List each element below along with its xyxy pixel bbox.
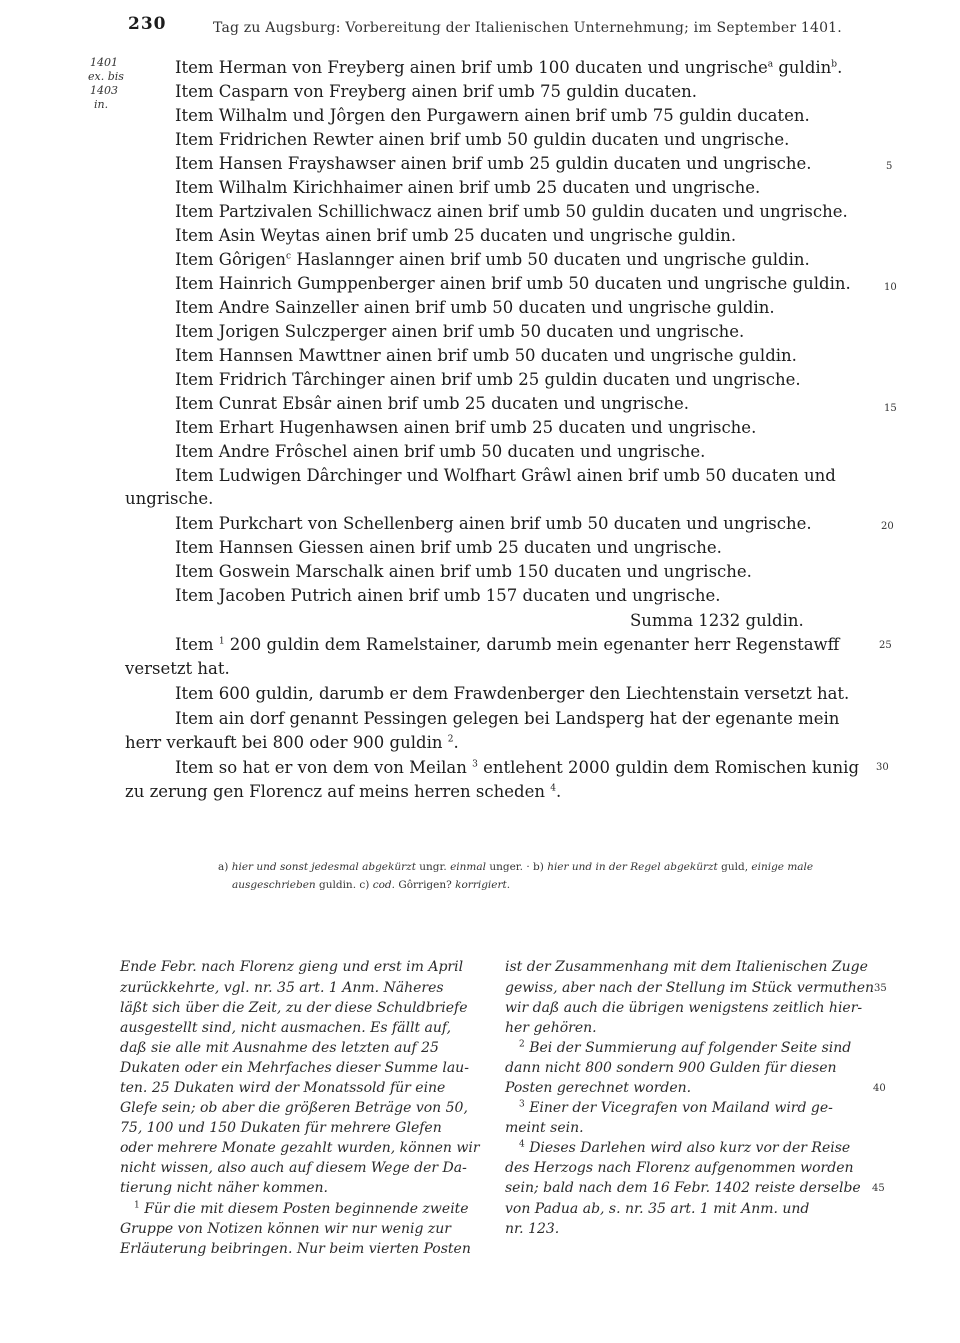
entry-line: Item Andre Frôschel ainen brif umb 50 ducaten und ungrische. [175, 442, 706, 461]
entry-text: Haslannger ainen brif umb 50 ducaten und ungrische guldin. [296, 250, 810, 269]
entry-line: Item Ludwigen Dârchinger und Wolfhart Grâwl ainen brif umb 50 ducaten und [175, 466, 836, 485]
entry-text: Item Gôrigen [175, 250, 287, 269]
note-line: sein; bald nach dem 16 Febr. 1402 reiste derselbe [505, 1180, 861, 1196]
line-number: 5 [886, 161, 893, 172]
note-number: 4 [519, 1139, 525, 1150]
entry-line: Item Fridrich Târchinger ainen brif umb 25 guldin ducaten und ungrische. [175, 370, 801, 389]
paragraph-text: 200 guldin dem Ramelstainer, darumb mein egenanter herr Regenstawff [229, 635, 840, 654]
entry-line: Item Asin Weytas ainen brif umb 25 ducaten und ungrische guldin. [175, 226, 737, 245]
paragraph-text: . [555, 782, 562, 801]
entry-line: Item Wilhalm und Jôrgen den Purgawern ainen brif umb 75 guldin ducaten. [175, 106, 810, 125]
margin-date-line: in. [94, 98, 109, 111]
note-number: 3 [519, 1099, 525, 1110]
entry-text: . [837, 58, 843, 77]
note-line: Dukaten oder ein Mehrfaches dieser Summe lau- [120, 1060, 469, 1076]
note-line: nicht wissen, also auch auf diesem Wege der Da- [120, 1160, 467, 1176]
note-line: Ende Febr. nach Florenz gieng und erst im April [120, 959, 464, 975]
note-line: Gruppe von Notizen können wir nur wenig zur [120, 1221, 452, 1237]
textual-note-line: a) hier und sonst jedesmal abgekürzt ungr. einmal unger. · b) hier und in der Regel abgekürzt guld, einige male [218, 861, 814, 873]
note-line: wir daß auch die übrigen wenigstens zeitlich hier- [505, 1000, 863, 1016]
paragraph-text: . [453, 733, 459, 752]
note-line: Posten gerechnet worden. [505, 1080, 692, 1096]
entry-line: Item Fridrichen Rewter ainen brif umb 50 guldin ducaten und ungrische. [175, 130, 790, 149]
entry-line: Item Wilhalm Kirichhaimer ainen brif umb 25 ducaten und ungrische. [175, 178, 761, 197]
entry-line: Item Casparn von Freyberg ainen brif umb 75 guldin ducaten. [175, 82, 697, 101]
note-line: $^2$ Bei der Summierung auf folgender Seite sind [519, 1039, 852, 1056]
note-line: tierung nicht näher kommen. [120, 1180, 328, 1196]
margin-date-line: 1403 [90, 84, 118, 97]
line-number: 10 [884, 282, 897, 293]
entry-line: Item Purkchart von Schellenberg ainen brif umb 50 ducaten und ungrische. [175, 514, 812, 533]
note-line: ausgestellt sind, nicht ausmachen. Es fällt auf, [120, 1020, 452, 1036]
paragraph-text: Item [175, 635, 214, 654]
note-line: ist der Zusammenhang mit dem Italienischen Zuge [505, 959, 868, 975]
note-line: läßt sich über die Zeit, zu der diese Schuldbriefe [120, 1000, 468, 1016]
line-number: 25 [879, 640, 892, 651]
note-line: Erläuterung beibringen. Nur beim vierten Posten [120, 1241, 471, 1257]
line-number: 35 [874, 983, 887, 994]
note-line: oder mehrere Monate gezahlt wurden, können wir [120, 1140, 480, 1156]
note-line: zurückkehrte, vgl. nr. 35 art. 1 Anm. Näheres [120, 980, 444, 996]
entry-line: Item Hansen Frayshawser ainen brif umb 25 guldin ducaten und ungrische. [175, 154, 812, 173]
footnote-marker: 2 [447, 734, 454, 745]
textual-note-line: ausgeschrieben guldin. c) cod. Gôrrigen? korrigiert. [232, 879, 511, 891]
note-line: 75, 100 und 150 Dukaten für mehrere Glefen [120, 1120, 442, 1136]
note-line: des Herzogs nach Florenz aufgenommen worden [505, 1160, 854, 1176]
footnote-marker: a [767, 59, 774, 70]
note-line: dann nicht 800 sondern 900 Gulden für diesen [505, 1060, 837, 1076]
entry-text: guldin [778, 58, 832, 77]
entry-text: Item Herman von Freyberg ainen brif umb 100 ducaten und ungrische [175, 58, 768, 77]
line-number: 45 [872, 1183, 885, 1194]
footnote-marker: 3 [472, 759, 478, 770]
note-number: 2 [519, 1039, 525, 1050]
margin-date-line: 1401 [90, 56, 118, 69]
entry-line: Item Partzivalen Schillichwacz ainen brif umb 50 guldin ducaten und ungrische. [175, 202, 848, 221]
note-line: nr. 123. [505, 1221, 560, 1237]
paragraph-line: Item 600 guldin, darumb er dem Frawdenberger den Liechtenstain versetzt hat. [175, 684, 850, 703]
note-line: $^1$ Für die mit diesem Posten beginnende zweite [134, 1200, 469, 1217]
footnote-marker: b [831, 59, 838, 70]
line-number: 40 [873, 1083, 886, 1094]
entry-line: Item Jacoben Putrich ainen brif umb 157 ducaten und ungrische. [175, 586, 721, 605]
paragraph-line: Item ain dorf genannt Pessingen gelegen bei Landsperg hat der egenante mein [175, 709, 840, 728]
paragraph-text: entlehent 2000 guldin dem Romischen kunig [483, 758, 860, 777]
note-line: gewiss, aber nach der Stellung im Stück vermuthen [505, 980, 875, 996]
note-line: von Padua ab, s. nr. 35 art. 1 mit Anm. und [505, 1201, 810, 1217]
line-number: 30 [876, 762, 889, 773]
note-line: $^3$ Einer der Vicegrafen von Mailand wird ge- [519, 1099, 833, 1116]
line-number: 15 [884, 403, 897, 414]
entry-line: Item Hannsen Giessen ainen brif umb 25 ducaten und ungrische. [175, 538, 722, 557]
notes-left-column [120, 0, 490, 1343]
paragraph-line: versetzt hat. [125, 659, 230, 678]
summa-line: Summa 1232 guldin. [630, 611, 804, 630]
margin-date-line: ex. bis [88, 70, 124, 83]
paragraph-text: Item so hat er von dem von Meilan [175, 758, 467, 777]
note-number: 1 [134, 1200, 140, 1211]
running-title: Tag zu Augsburg: Vorbereitung der Italienischen Unternehmung; im September 1401. [213, 20, 842, 36]
note-line: meint sein. [505, 1120, 584, 1136]
note-line: daß sie alle mit Ausnahme des letzten auf 25 [120, 1040, 439, 1056]
entry-line: ungrische. [125, 489, 214, 508]
note-line: her gehören. [505, 1020, 597, 1036]
notes-right-column [505, 0, 875, 1343]
footnote-marker: 4 [550, 783, 556, 794]
entry-line: Item Andre Sainzeller ainen brif umb 50 ducaten und ungrische guldin. [175, 298, 775, 317]
entry-line: Item Hainrich Gumppenberger ainen brif umb 50 ducaten und ungrische guldin. [175, 274, 851, 293]
footnote-marker: c [286, 251, 292, 262]
entry-line: Item Cunrat Ebsâr ainen brif umb 25 ducaten und ungrische. [175, 394, 690, 413]
footnote-marker: 1 [218, 636, 225, 647]
entry-line: Item Hannsen Mawttner ainen brif umb 50 ducaten und ungrische guldin. [175, 346, 797, 365]
entry-line: Item Goswein Marschalk ainen brif umb 150 ducaten und ungrische. [175, 562, 752, 581]
paragraph-text: zu zerung gen Florencz auf meins herren scheden [125, 782, 545, 801]
page-number: 230 [128, 14, 167, 34]
note-line: ten. 25 Dukaten wird der Monatssold für eine [120, 1080, 446, 1096]
note-line: Glefe sein; ob aber die größeren Beträge von 50, [120, 1100, 468, 1116]
note-line: $^4$ Dieses Darlehen wird also kurz vor der Reise [519, 1139, 851, 1156]
line-number: 20 [881, 521, 894, 532]
paragraph-text: herr verkauft bei 800 oder 900 guldin [125, 733, 443, 752]
entry-line: Item Jorigen Sulczperger ainen brif umb 50 ducaten und ungrische. [175, 322, 745, 341]
entry-line: Item Erhart Hugenhawsen ainen brif umb 25 ducaten und ungrische. [175, 418, 757, 437]
